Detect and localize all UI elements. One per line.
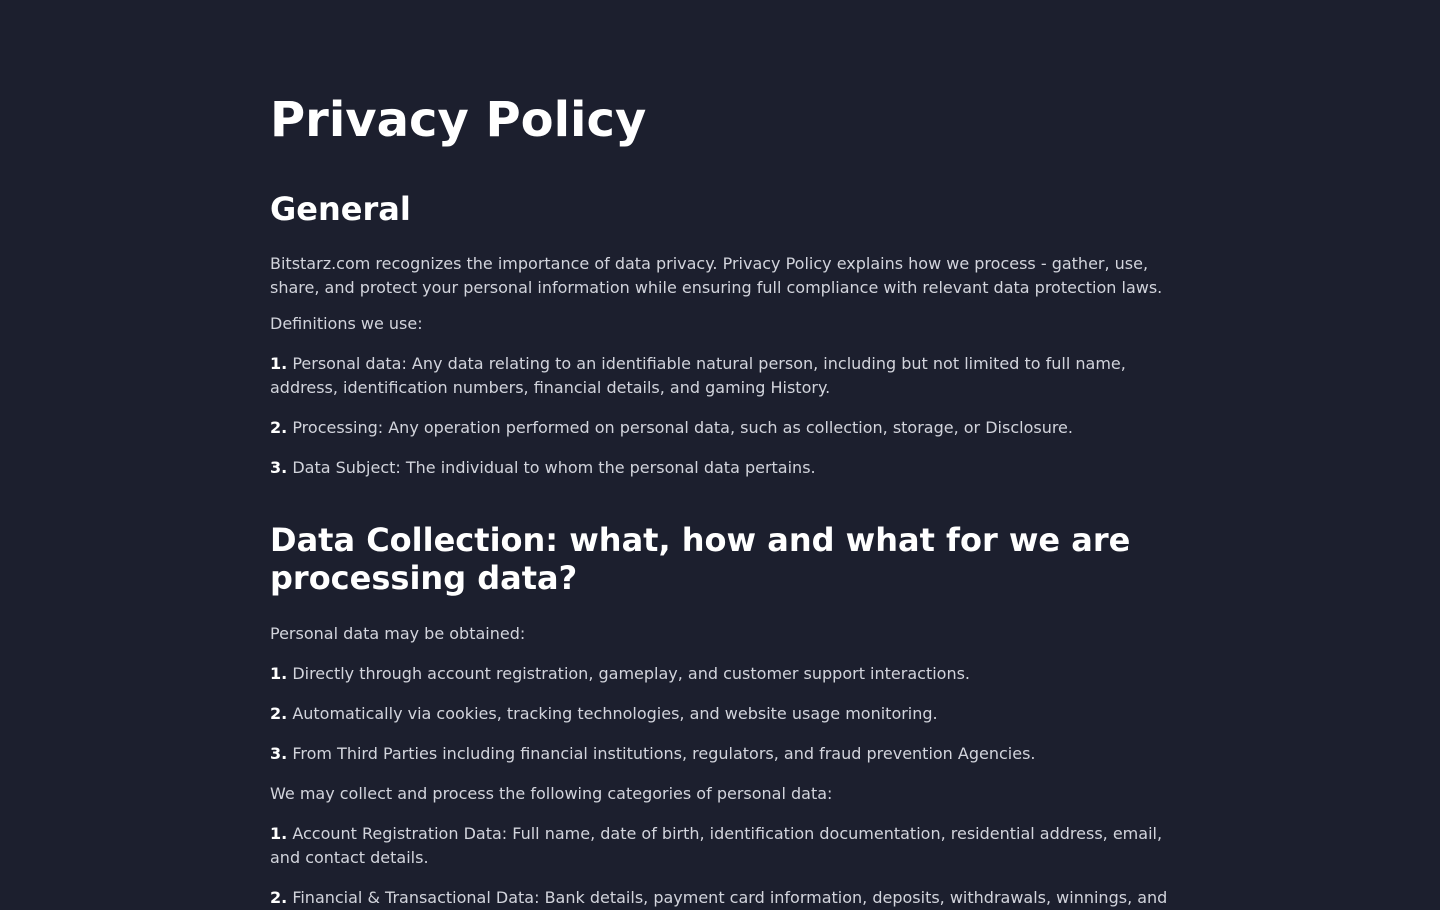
list-number: 2. — [270, 888, 288, 907]
category-text: Account Registration Data: Full name, date of birth, identification documentation, residential address, email, and contact details. — [270, 824, 1163, 867]
definition-item — [270, 352, 1170, 400]
list-number: 1. — [270, 354, 288, 373]
definition-text: Personal data: Any data relating to an identifiable natural person, including but not limited to full name, address, identification numbers, financial details, and gaming History. — [270, 354, 1126, 397]
category-item — [270, 886, 1170, 910]
definition-text: Data Subject: The individual to whom the personal data pertains. — [292, 458, 816, 477]
categories-lead-text: We may collect and process the following categories of personal data: — [270, 784, 833, 803]
obtained-text: Directly through account registration, gameplay, and customer support interactions. — [292, 664, 971, 683]
section-heading-data-collection: Data Collection: what, how and what for we are processing data? — [270, 521, 1131, 597]
definitions-lead-text: Definitions we use: — [270, 314, 423, 333]
definition-text: Processing: Any operation performed on personal data, such as collection, storage, or Disclosure. — [292, 418, 1073, 437]
obtained-lead-text: Personal data may be obtained: — [270, 624, 526, 643]
list-number: 1. — [270, 664, 288, 683]
general-intro-paragraph: Bitstarz.com recognizes the importance of data privacy. Privacy Policy explains how we process - gather, use, share, and protect your personal information while ensuring full compliance with relevant data protection laws. — [270, 254, 1163, 297]
obtained-item — [270, 662, 1170, 686]
list-number: 1. — [270, 824, 288, 843]
section-heading-general: General — [270, 190, 411, 228]
obtained-text: Automatically via cookies, tracking technologies, and website usage monitoring. — [292, 704, 938, 723]
category-text: Financial & Transactional Data: Bank details, payment card information, deposits, withdrawals, winnings, and — [292, 888, 1168, 907]
list-number: 3. — [270, 458, 288, 477]
page-title: Privacy Policy — [270, 92, 647, 148]
obtained-text: From Third Parties including financial institutions, regulators, and fraud prevention Agencies. — [292, 744, 1036, 763]
obtained-item — [270, 742, 1170, 766]
list-number: 2. — [270, 418, 288, 437]
list-number: 3. — [270, 744, 288, 763]
definition-item — [270, 456, 1170, 480]
category-item — [270, 822, 1170, 870]
obtained-item — [270, 702, 1170, 726]
list-number: 2. — [270, 704, 288, 723]
definition-item — [270, 416, 1170, 440]
